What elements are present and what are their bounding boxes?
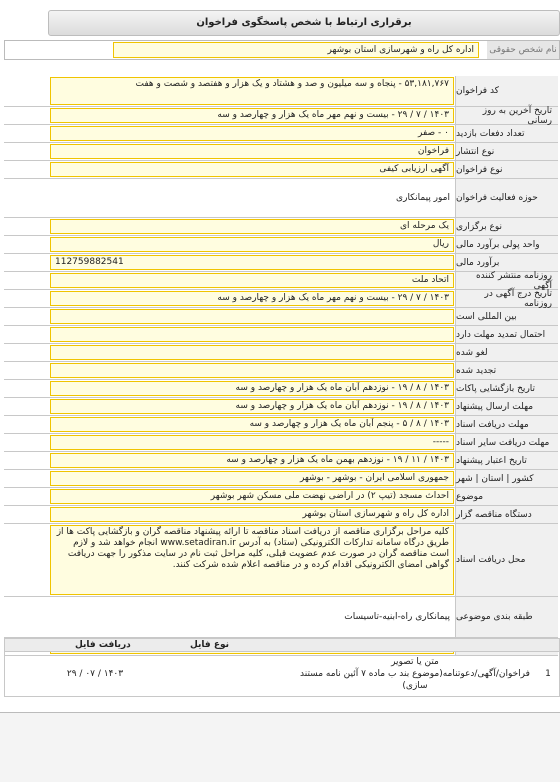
field-label: تاریخ آخرین به روز رسانی — [455, 107, 558, 124]
field-row — [4, 434, 558, 452]
field-value: ۱۴۰۳ / ۸ / ۵ - پنجم آبان ماه یک هزار و چهارصد و سه — [50, 417, 454, 432]
field-row — [4, 236, 558, 254]
field-value: یک مرحله ای — [50, 219, 454, 234]
field-label: دستگاه مناقصه گزار — [455, 506, 558, 523]
field-value: جمهوری اسلامی ایران - بوشهر - بوشهر — [50, 471, 454, 486]
files-table — [4, 638, 560, 697]
field-value: ۰ - صفر — [50, 126, 454, 141]
field-label: کشور | استان | شهر — [455, 470, 558, 487]
field-label: نوع برگزاری — [455, 218, 558, 235]
file-type-kind: متن یا تصویر — [391, 657, 439, 667]
footer-area — [0, 713, 560, 782]
field-label: نوع انتشار — [455, 143, 558, 160]
field-row — [4, 179, 558, 218]
field-label: روزنامه منتشر کننده آگهی — [455, 272, 558, 289]
field-row — [4, 344, 558, 362]
legal-entity-value: اداره کل راه و شهرسازی استان بوشهر — [113, 42, 479, 58]
file-type-description: فراخوان/آگهی/دعوتنامه(موضوع بند ب ماده ۷ آئین نامه مستند سازی) — [300, 669, 530, 691]
field-value: امور پیمانکاری — [396, 192, 450, 203]
field-label: طبقه بندی موضوعی — [455, 597, 558, 637]
field-row — [4, 416, 558, 434]
field-row — [4, 290, 558, 308]
field-label: بین المللی است — [455, 308, 558, 325]
field-row — [4, 254, 558, 272]
field-label: تاریخ درج آگهی در روزنامه — [455, 290, 558, 307]
field-row — [4, 272, 558, 290]
field-value: ۱۴۰۳ / ۷ / ۲۹ - بیست و نهم مهر ماه یک هزار و چهارصد و سه — [50, 291, 454, 306]
field-label: مهلت دریافت اسناد — [455, 416, 558, 433]
field-value: ۱۴۰۳ / ۷ / ۲۹ - بیست و نهم مهر ماه یک هزار و چهارصد و سه — [50, 108, 454, 123]
field-value — [50, 363, 454, 378]
field-row — [4, 125, 558, 143]
field-row — [4, 488, 558, 506]
page-title: برقراری ارتباط با شخص پاسخگوی فراخوان — [48, 10, 560, 36]
field-label: موضوع — [455, 488, 558, 505]
legal-entity-row — [4, 40, 560, 60]
field-label: کد فراخوان — [455, 76, 558, 106]
field-row — [4, 326, 558, 344]
field-value: ۵۳,۱۸۱,۷۶۷ - پنجاه و سه میلیون و صد و هشتاد و یک هزار و هفتصد و شصت و هفت — [50, 77, 454, 105]
field-label: تعداد دفعات بازدید — [455, 125, 558, 142]
field-label: واحد پولی برآورد مالی — [455, 236, 558, 253]
field-value: آگهی ارزیابی کیفی — [50, 162, 454, 177]
legal-entity-label: نام شخص حقوقی — [487, 41, 559, 59]
field-value: کلیه مراحل برگزاری مناقصه از دریافت اسناد مناقصه تا ارائه پیشنهاد مناقصه گران و بازگشایی پاکت ها از طریق درگاه سامانه تدارکات الکترونیکی (ستاد) به آدرس www.setadiran.ir انجام خواهد شد و لازم است مناقصه گران در صورت عدم عضویت قبلی، کلیه مراحل ثبت نام در سایت مذکور را جهت دریافت گواهی امضای الکترونیکی اقدام کرده و در مناقصه اعلام شده شرکت کنند. — [50, 525, 454, 595]
field-row — [4, 597, 558, 638]
field-label: برآورد مالی — [455, 254, 558, 271]
field-value: ۱۴۰۳ / ۸ / ۱۹ - نوزدهم آبان ماه یک هزار و چهارصد و سه — [50, 399, 454, 414]
field-row — [4, 143, 558, 161]
field-label: تاریخ بازگشایی پاکات — [455, 380, 558, 397]
field-label: محل دریافت اسناد — [455, 524, 558, 596]
field-label: حوزه فعالیت فراخوان — [455, 179, 558, 217]
field-row — [4, 76, 558, 107]
field-value: احداث مسجد (تیپ ۲) در اراضی نهضت ملی مسکن شهر بوشهر — [50, 489, 454, 504]
field-label: تاریخ اعتبار پیشنهاد — [455, 452, 558, 469]
field-row — [4, 308, 558, 326]
field-value — [50, 327, 454, 342]
field-row — [4, 398, 558, 416]
field-label: لغو شده — [455, 344, 558, 361]
field-value — [50, 345, 454, 360]
field-label: مهلت ارسال پیشنهاد — [455, 398, 558, 415]
field-row — [4, 161, 558, 179]
tender-details-grid — [4, 76, 558, 656]
table-row — [5, 652, 559, 696]
field-value: ریال — [50, 237, 454, 252]
field-label: تجدید شده — [455, 362, 558, 379]
col-file-type: نوع فایل — [190, 640, 229, 650]
field-label: نوع فراخوان — [455, 161, 558, 178]
field-value: 112759882541 — [50, 255, 454, 270]
field-row — [4, 524, 558, 597]
files-table-header — [5, 639, 559, 652]
field-row — [4, 452, 558, 470]
field-row — [4, 107, 558, 125]
field-row — [4, 380, 558, 398]
field-row — [4, 470, 558, 488]
col-file-download: دریافت فایل — [75, 640, 131, 650]
field-value: فراخوان — [50, 144, 454, 159]
file-row-number: 1 — [545, 669, 551, 679]
field-row — [4, 218, 558, 236]
field-value: اتحاد ملت — [50, 273, 454, 288]
field-row — [4, 362, 558, 380]
field-value: ----- — [50, 435, 454, 450]
field-row — [4, 506, 558, 524]
field-value: ۱۴۰۳ / ۸ / ۱۹ - نوزدهم آبان ماه یک هزار و چهارصد و سه — [50, 381, 454, 396]
field-value: اداره کل راه و شهرسازی استان بوشهر — [50, 507, 454, 522]
file-date: ۱۴۰۳ / ۰۷ / ۲۹ — [66, 669, 124, 679]
field-value: ۱۴۰۳ / ۱۱ / ۱۹ - نوزدهم بهمن ماه یک هزار و چهارصد و سه — [50, 453, 454, 468]
field-value — [50, 309, 454, 324]
field-label: مهلت دریافت سایر اسناد — [455, 434, 558, 451]
field-label: احتمال تمدید مهلت دارد — [455, 326, 558, 343]
field-value: پیمانکاری راه-ابنیه-تاسیسات — [344, 611, 450, 622]
